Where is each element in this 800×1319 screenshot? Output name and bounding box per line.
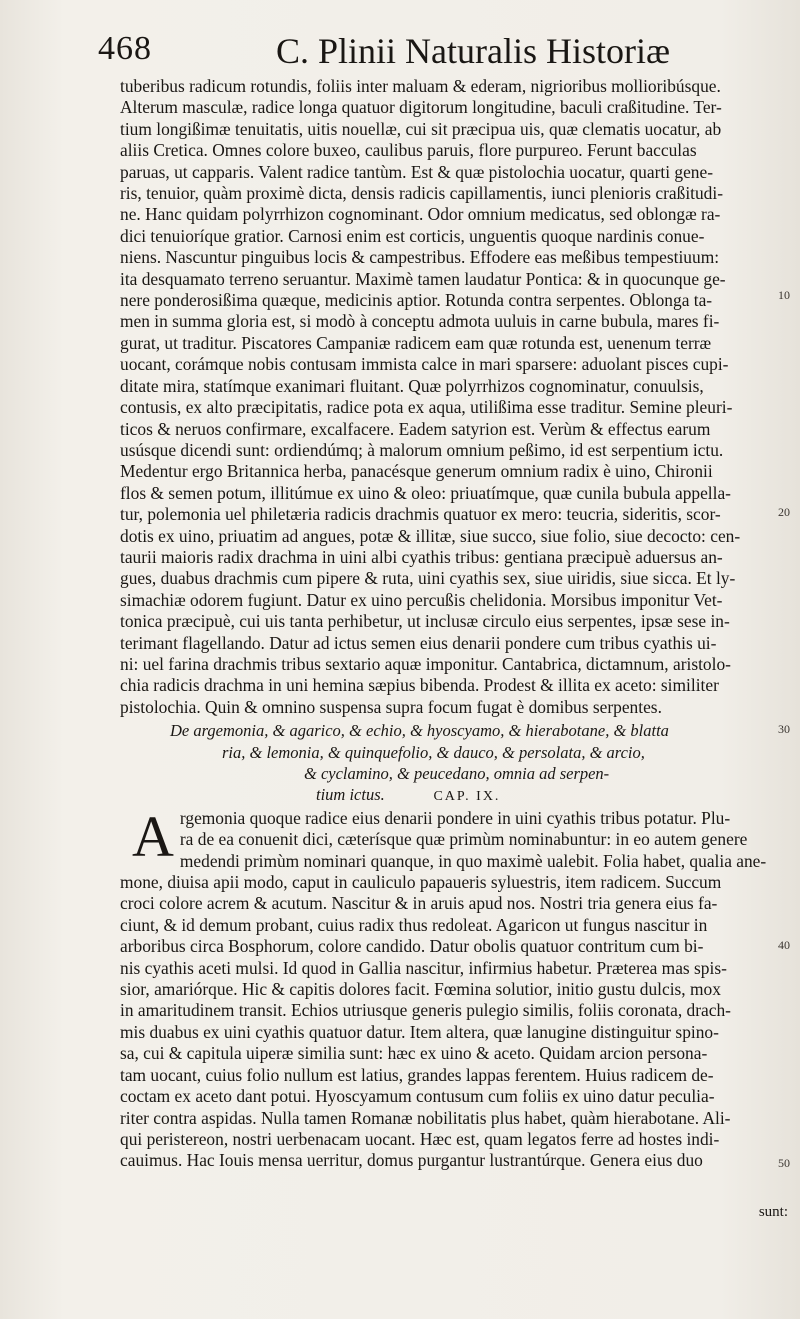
text-line: pistolochia. Quin & omnino suspensa supra focum fugat è domibus serpentes. bbox=[120, 696, 662, 717]
text-line: tonica præcipuè, cui uis tanta perhibetur, ut inclusæ circulo eius serpentes, ipsæ sese in- bbox=[120, 611, 730, 632]
page-header bbox=[98, 30, 698, 74]
text-line: tium longißimæ tenuitatis, uitis nouellæ, cui sit præcipua uis, quæ clematis uocatur, ab bbox=[120, 118, 722, 139]
text-line: croci colore acrem & acutum. Nascitur & in aruis apud nos. Nostri tria genera eius fa- bbox=[120, 893, 718, 914]
text-line: mis duabus ex uini cyathis quatuor datur. Item altera, quæ lanugine distinguitur spino- bbox=[120, 1021, 719, 1042]
text-line: in amaritudinem transit. Echios utriusque generis pulegio similis, foliis coronata, drach- bbox=[120, 1000, 731, 1021]
running-title: C. Plinii Naturalis Historiæ bbox=[276, 31, 671, 71]
text-line: ne. Hanc quidam polyrrhizon cognominant. Odor omnium medicatus, sed oblongæ ra- bbox=[120, 204, 721, 225]
text-line: Medentur ergo Britannica herba, panacésque generum omnium radix è uino, Chironii bbox=[120, 461, 713, 482]
text-line: rgemonia quoque radice eius denarii pondere in uini cyathis tribus potatur. Plu- bbox=[179, 807, 731, 828]
text-line: riter contra aspidas. Nulla tamen Romanæ nobilitatis plus habet, quàm hierabotane. Ali- bbox=[120, 1107, 731, 1128]
text-line: dici tenuioríque gratior. Carnosi enim est corticis, unguentis quoque nardinis conue- bbox=[120, 225, 705, 246]
text-line: uocant, corámque nobis contusam immista calce in mari sparsere: aduolant pisces cupi- bbox=[120, 354, 729, 375]
subheading-line: ria, & lemonia, & quinquefolio, & dauco, & persolata, & arcio, bbox=[222, 742, 645, 762]
text-line: gues, duabus drachmis cum pipere & ruta, uini cyathis sex, siue uiridis, siue sicca. Et ly- bbox=[120, 568, 736, 589]
text-line: simachiæ odorem fugiunt. Datur ex uino percußis chelidonia. Morsibus imponitur Vet- bbox=[120, 589, 723, 610]
text-line: aliis Cretica. Omnes colore buxeo, caulibus paruis, flore purpureo. Ferunt bacculas bbox=[120, 140, 697, 161]
text-line: flos & semen potum, illitúmue ex uino & oleo: priuatímque, quæ cunila bubula appella- bbox=[120, 482, 731, 503]
text-line: cauimus. Hac Iouis mensa uerritur, domus purgantur lustrantúrque. Genera eius duo bbox=[120, 1150, 703, 1171]
text-line: sa, cui & capitula uiperæ similia sunt: hæc ex uino & aceto. Quidam arcion persona- bbox=[120, 1043, 708, 1064]
paragraph-block-1 bbox=[120, 76, 790, 718]
text-line: ita desquamato terreno seruantur. Maximè tamen laudatur Pontica: & in quocunque ge- bbox=[120, 268, 726, 289]
text-line: dotis ex uino, priuatim ad angues, potæ & illitæ, siue succo, siue folio, siue decocto: cen- bbox=[120, 525, 741, 546]
text-line: tam uocant, cuius folio nullum est latius, grandes lappas ferentem. Huius radicem de- bbox=[120, 1064, 714, 1085]
text-line: taurii maioris radix drachma in uini albi cyathis tribus: gentiana præcipuè aduersus an- bbox=[120, 546, 723, 567]
text-line: coctam ex aceto dant potui. Hyoscyamum contusum cum foliis ex uino datur peculia- bbox=[120, 1086, 715, 1107]
text-line: paruas, ut capparis. Valent radice tantùm. Est & quæ pistolochia uocatur, quarti gene- bbox=[120, 161, 713, 182]
margin-line-number: 30 bbox=[778, 722, 790, 736]
text-line: gurat, ut traditur. Piscatores Campaniæ radicem eam quæ rotunda est, uenenum terræ bbox=[120, 332, 712, 353]
text-line: tuberibus radicum rotundis, foliis inter maluam & ederam, nigrioribus mollioribúsque. bbox=[120, 76, 721, 96]
text-line: sior, amariórque. Hic & capitis dolores facit. Fœmina solutior, initio gustu dulcis, mox bbox=[120, 979, 721, 1000]
text-line: nere ponderosißima quæque, medicinis aptior. Rotunda contra serpentes. Oblonga ta- bbox=[120, 290, 713, 311]
text-line: ticos & neruos confirmare, excalfacere. Eadem satyrion est. Verùm & effectus earum bbox=[120, 418, 711, 439]
subheading-line: tium ictus. bbox=[316, 785, 385, 805]
text-line: ditate mira, statímque exanimari fluitant. Quæ polyrrhizos cognominatur, conuulsis, bbox=[120, 375, 704, 396]
text-line: niens. Nascuntur pinguibus locis & campestribus. Effodere eas meßibus tempestiuum: bbox=[120, 247, 720, 268]
page-number: 468 bbox=[98, 30, 152, 67]
text-line: ra de ea conuenit dici, cæterísque quæ primùm nominabuntur: in eo autem genere bbox=[179, 829, 748, 850]
chapter-heading: CAP. IX. bbox=[433, 789, 501, 805]
text-line: contusis, ex alto præcipitatis, radice pota ex aqua, utilißima esse traditur. Semine pleuri- bbox=[120, 397, 733, 418]
margin-line-number: 50 bbox=[778, 1156, 790, 1170]
drop-cap-initial: A bbox=[132, 803, 174, 869]
text-line: ciunt, & id demum probant, cuius radix thus redoleat. Agaricon ut fungus nascitur in bbox=[120, 914, 708, 935]
margin-line-number: 40 bbox=[778, 938, 790, 952]
catchword: sunt: bbox=[758, 1204, 788, 1220]
text-line: qui peristereon, nostri uerbenacam uocant. Hæc est, quam legatos ferre ad hostes indi- bbox=[120, 1128, 720, 1149]
subheading-line: & cyclamino, & peucedano, omnia ad serpen- bbox=[304, 764, 610, 783]
margin-line-number: 10 bbox=[778, 288, 790, 302]
text-line: medendi primùm nominari quanque, in quo maximè ualebit. Folia habet, qualia ane- bbox=[179, 850, 767, 871]
text-line: ni: uel farina drachmis tribus sextario aquæ imponitur. Cantabrica, dictamnum, aristolo- bbox=[120, 653, 731, 674]
text-line: arboribus circa Bosphorum, colore candido. Datur obolis quatuor contritum cum bi- bbox=[120, 936, 704, 957]
text-line: ris, tenuior, quàm proximè dicta, densis radicis capillamentis, iunci plenioris craßitudi- bbox=[120, 183, 723, 204]
text-line: chia radicis drachma in uni hemina sæpius bibenda. Prodest & illita ex aceto: similiter bbox=[120, 675, 719, 696]
paragraph-block-2 bbox=[120, 803, 790, 1172]
text-line: mone, diuisa apii modo, caput in cauliculo papaueris syluestris, item radicem. Succum bbox=[120, 872, 722, 893]
margin-line-number: 20 bbox=[778, 505, 790, 519]
text-line: terimant flagellando. Datur ad ictus semen eius denarii pondere cum tribus cyathis ui- bbox=[120, 632, 717, 653]
text-line: Alterum masculæ, radice longa quatuor digitorum longitudine, baculi craßitudine. Ter- bbox=[120, 97, 722, 118]
text-line: tur, polemonia uel philetæria radicis drachmis quatuor ex mero: teucria, sideritis, scor- bbox=[120, 504, 721, 525]
text-line: usúsque dicendi sunt: ordiendúmq; à malorum omnium peßimo, id est serpentium ictu. bbox=[120, 439, 724, 460]
subheading-line: De argemonia, & agarico, & echio, & hyoscyamo, & hierabotane, & blatta bbox=[170, 721, 669, 741]
text-line: nis cyathis aceti mulsi. Id quod in Gallia nascitur, infirmius habetur. Præterea mas spis- bbox=[120, 957, 727, 978]
body-text bbox=[120, 76, 790, 1172]
text-line: men in summa gloria est, si modò à conceptu admota uuluis in carne bubula, mares fi- bbox=[120, 311, 720, 332]
